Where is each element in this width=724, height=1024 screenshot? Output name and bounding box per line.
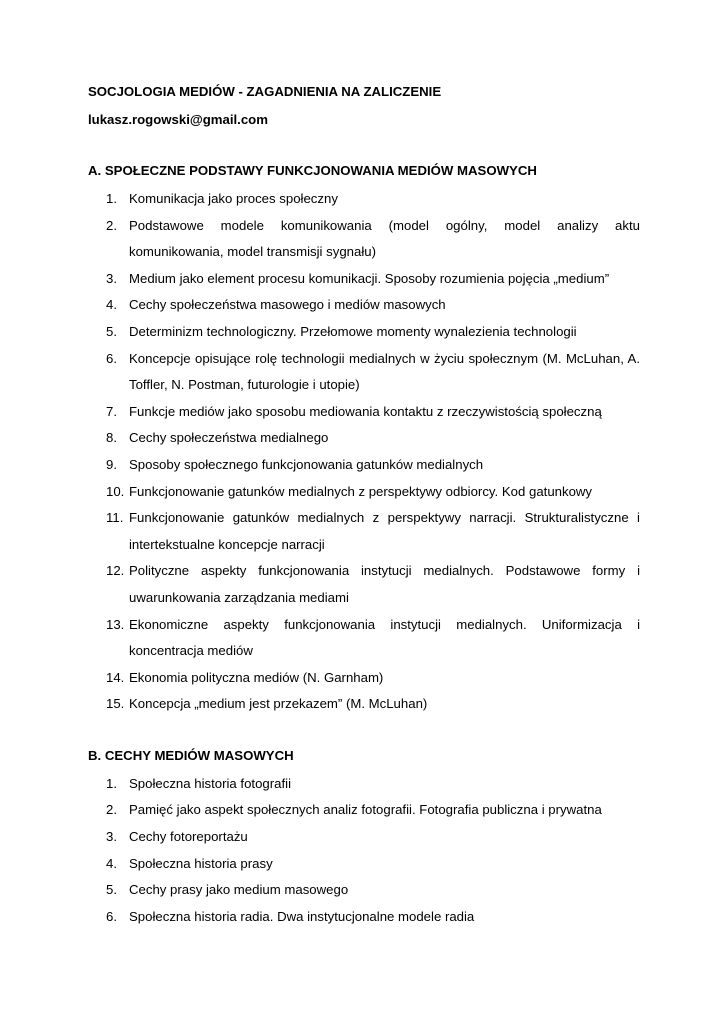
- item-text: Społeczna historia radia. Dwa instytucjonalne modele radia: [129, 908, 475, 924]
- item-number: 1.: [106, 775, 117, 791]
- list-item: [88, 266, 640, 293]
- item-number: 5.: [106, 882, 117, 898]
- item-text: Społeczna historia fotografii: [129, 775, 292, 791]
- item-text: Podstawowe modele komunikowania (model ogólny, model analizy aktu komunikowania, model transmisji sygnału): [129, 217, 640, 260]
- item-text: Ekonomiczne aspekty funkcjonowania instytucji medialnych. Uniformizacja i koncentracja mediów: [129, 616, 640, 659]
- item-number: 3.: [106, 829, 117, 845]
- item-number: 7.: [106, 403, 117, 419]
- section-a: [88, 161, 640, 718]
- section-heading: A. SPOŁECZNE PODSTAWY FUNKCJONOWANIA MEDIÓW MASOWYCH: [88, 163, 537, 178]
- list-item: [88, 186, 640, 213]
- document-title: SOCJOLOGIA MEDIÓW - ZAGADNIENIA NA ZALICZENIE: [88, 84, 442, 99]
- item-number: 2.: [106, 217, 117, 233]
- item-number: 12.: [106, 563, 125, 579]
- list-item: [88, 558, 640, 611]
- item-number: 15.: [106, 696, 125, 712]
- item-text: Polityczne aspekty funkcjonowania instytucji medialnych. Podstawowe formy i uwarunkowania zarządzania mediami: [129, 563, 640, 605]
- item-number: 9.: [106, 456, 117, 472]
- topic-list: [88, 186, 640, 718]
- item-number: 2.: [106, 802, 117, 818]
- list-item: [88, 771, 640, 798]
- item-number: 4.: [106, 297, 117, 313]
- document-page: [88, 82, 640, 930]
- item-text: Koncepcje opisujące rolę technologii medialnych w życiu społecznym (M. McLuhan, A. Toffler, N. Postman, futurologie i utopie): [129, 350, 640, 393]
- item-number: 6.: [106, 908, 117, 924]
- item-text: Komunikacja jako proces społeczny: [129, 191, 338, 206]
- item-text: Cechy prasy jako medium masowego: [129, 882, 349, 898]
- list-item: [88, 877, 640, 904]
- item-text: Pamięć jako aspekt społecznych analiz fotografii. Fotografia publiczna i prywatna: [129, 802, 602, 818]
- item-text: Funkcjonowanie gatunków medialnych z perspektywy odbiorcy. Kod gatunkowy: [129, 483, 593, 499]
- item-number: 1.: [106, 191, 117, 206]
- item-text: Ekonomia polityczna mediów (N. Garnham): [129, 669, 384, 685]
- item-text: Cechy społeczeństwa masowego i mediów masowych: [129, 297, 446, 313]
- list-item: [88, 904, 640, 931]
- section-b: [88, 746, 640, 931]
- item-number: 4.: [106, 855, 117, 871]
- item-text: Medium jako element procesu komunikacji. Sposoby rozumienia pojęcia „medium”: [129, 270, 610, 286]
- list-item: [88, 851, 640, 878]
- item-text: Społeczna historia prasy: [129, 855, 273, 871]
- list-item: [88, 479, 640, 506]
- item-text: Sposoby społecznego funkcjonowania gatunków medialnych: [129, 456, 484, 472]
- list-item: [88, 319, 640, 346]
- list-item: [88, 505, 640, 558]
- item-number: 5.: [106, 323, 117, 339]
- item-number: 13.: [106, 616, 125, 632]
- list-item: [88, 452, 640, 479]
- list-item: [88, 612, 640, 665]
- item-number: 3.: [106, 270, 117, 286]
- item-text: Funkcjonowanie gatunków medialnych z perspektywy narracji. Strukturalistyczne i intertekstualne koncepcje narracji: [129, 510, 640, 552]
- list-item: [88, 691, 640, 718]
- item-number: 6.: [106, 350, 117, 366]
- item-number: 10.: [106, 483, 125, 499]
- list-item: [88, 399, 640, 426]
- section-heading: B. CECHY MEDIÓW MASOWYCH: [88, 747, 294, 763]
- list-item: [88, 797, 640, 824]
- topic-list: [88, 771, 640, 931]
- item-text: Cechy społeczeństwa medialnego: [129, 430, 329, 446]
- list-item: [88, 292, 640, 319]
- item-text: Koncepcja „medium jest przekazem” (M. McLuhan): [129, 696, 428, 712]
- item-text: Determinizm technologiczny. Przełomowe momenty wynalezienia technologii: [129, 323, 577, 339]
- item-text: Funkcje mediów jako sposobu mediowania kontaktu z rzeczywistością społeczną: [129, 403, 602, 419]
- item-number: 11.: [106, 510, 124, 526]
- list-item: [88, 213, 640, 266]
- list-item: [88, 824, 640, 851]
- list-item: [88, 665, 640, 692]
- list-item: [88, 425, 640, 452]
- item-number: 14.: [106, 669, 125, 685]
- item-text: Cechy fotoreportażu: [129, 829, 248, 845]
- author-email: lukasz.rogowski@gmail.com: [88, 112, 268, 127]
- list-item: [88, 346, 640, 399]
- item-number: 8.: [106, 430, 117, 446]
